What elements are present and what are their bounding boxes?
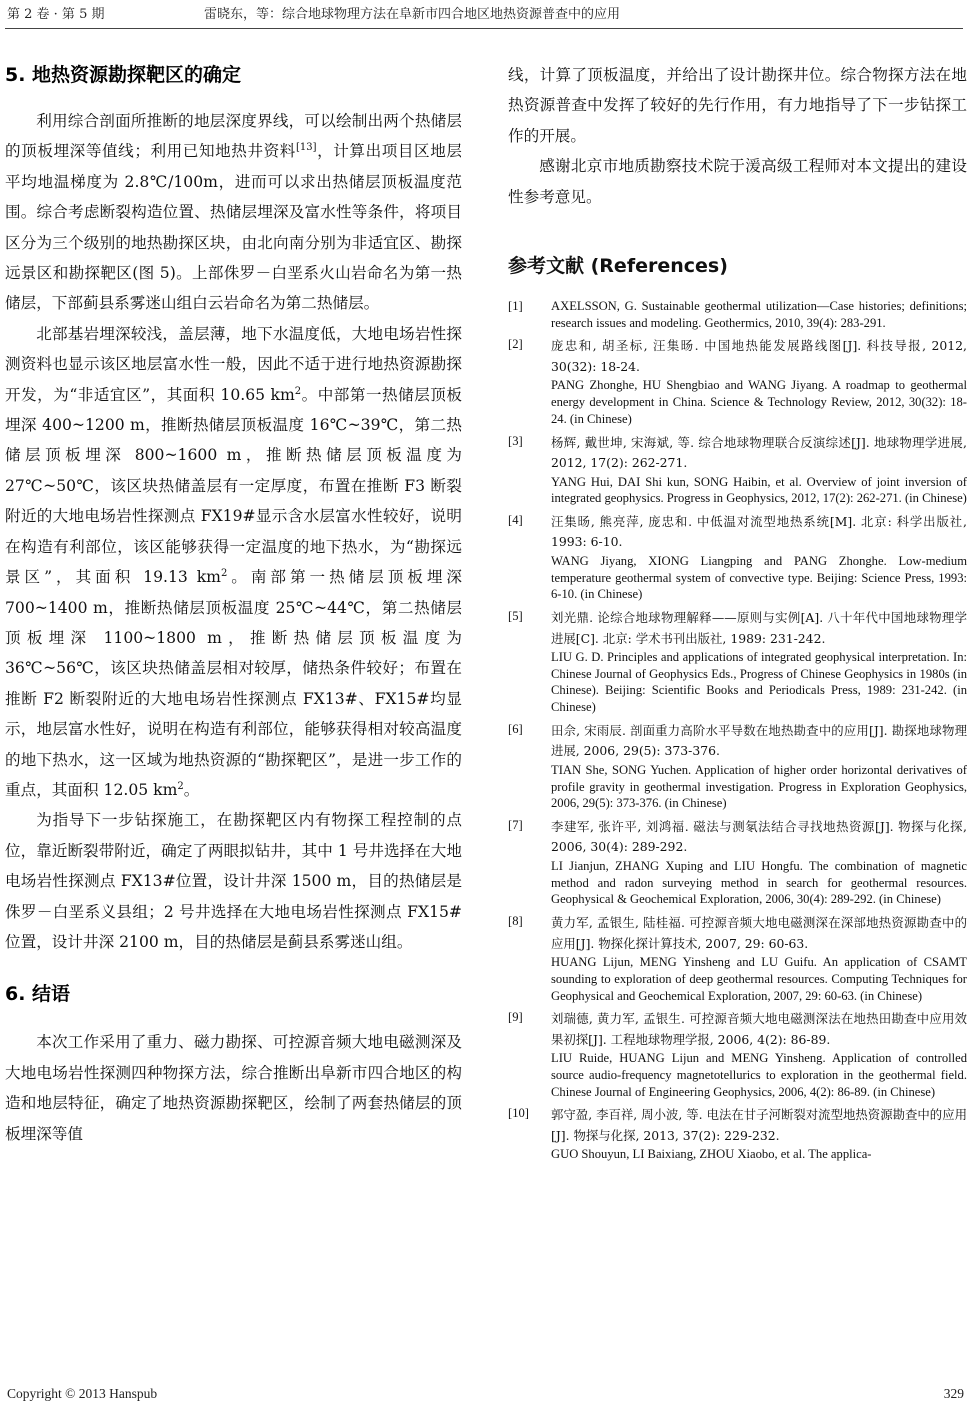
superscript: 2 [177,780,184,792]
journal-issue: 第 2 卷 · 第 5 期 [7,7,105,22]
reference-item [508,608,967,716]
reference-number: [6] [508,721,523,736]
reference-chinese-citation: 刘瑞德, 黄力军, 孟银生. 可控源音频大地电磁测深法在地热田勘查中应用效果初探[J]. 工程地球物理学报, 2006, 4(2): 86-89. [551,1011,967,1047]
reference-chinese-citation: 黄力军, 孟银生, 陆桂福. 可控源音频大地电磁测深在深部地热资源勘查中的应用[J]. 物探化探计算技术, 2007, 29: 60-63. [551,915,967,951]
section-5-paragraph-1 [5,106,462,319]
reference-chinese-citation: 田佘, 宋雨辰. 剖面重力高阶水平导数在地热勘查中的应用[J]. 勘探地球物理进展, 2006, 29(5): 373-376. [551,722,967,759]
article-running-title: 雷晓东，等：综合地球物理方法在阜新市四合地区地热资源普查中的应用 [204,7,621,22]
page-number: 329 [943,1386,964,1401]
section-5-heading: 5. 地热资源勘探靶区的确定 [5,64,242,86]
text-run: ，计算出项目区地层平均地温梯度为 2.8℃/100m，进而可以求出热储层顶板温度范围。综合考虑断裂构造位置、热储层埋深及富水性等条件，将项目区分为三个级别的地热勘探区块，由北向南分别为非适宜区、勘探远景区和勘探靶区(图 5)。上部侏罗－白垩系火山岩命名为第一热储层，下部蓟县系雾迷山组白云岩命名为第二热储层。 [5,142,462,313]
text-run: 。 [183,780,200,799]
header-divider [5,28,963,29]
page-footer [7,1384,964,1406]
reference-item [508,721,967,812]
reference-english-citation: TIAN She, SONG Yuchen. Application of higher order horizontal derivatives of profile gravity in geothermal investigation. Progress in Exploration Geophysics, 2006, 29(5): 373-376. (in Chinese) [551,762,967,811]
reference-chinese-citation: 刘光鼎. 论综合地球物理解释——原则与实例[A]. 八十年代中国地球物理学进展[C]. 北京: 学术书刊出版社, 1989: 231-242. [551,610,967,646]
text-run: 利用综合剖面所推断的地层深度界线，可以绘制出两个热储层的顶板埋深等值线；利用已知地热井资料 [5,112,462,161]
reference-item [508,512,967,603]
acknowledgement: 感谢北京市地质勘察技术院于湲高级工程师对本文提出的建设性参考意见。 [508,157,967,206]
reference-item [508,433,967,507]
reference-number: [10] [508,1106,529,1121]
reference-english-citation: YANG Hui, DAI Shi kun, SONG Haibin, et al. Overview of joint inversion of integrated geophysics. Progress in Geophysics, 2012, 17(2): 262-271. (in Chinese) [551,474,967,506]
text-run: 。中部第一热储层顶板埋深 400~1200 m，推断热储层顶板温度 16℃~39℃，第二热储层顶板埋深 800~1600 m，推断热储层顶板温度为 27℃~50℃，该区块热储盖层有一定厚度，布置在推断 F3 断裂附近的大地电场岩性探测点 FX19#显示含水层富水性较好，说明在构造有利部位，该区能够获得一定温度的地下热水，为“勘探远景区”，其面积 19.13 km [5,385,462,587]
text-run: 。南部第一热储层顶板埋深 700~1400 m，推断热储层顶板温度 25℃~44℃，第二热储层顶板埋深 1100~1800 m，推断热储层顶板温度为 36℃~56℃，该区块热储盖层相对较厚，储热条件较好；布置在推断 F2 断裂附近的大地电场岩性探测点 FX13#、FX15#均显示，地层富水性好，说明在构造有利部位，能够获得相对较高温度的地下热水，这一区域为地热资源的“勘探靶区”，是进一步工作的重点，其面积 12.05 km [5,568,462,799]
reference-number: [2] [508,337,523,352]
reference-list [508,298,967,1163]
reference-english-citation: AXELSSON, G. Sustainable geothermal utilization—Case histories; definitions; research issues and modeling. Geothermics, 2010, 39(4): 283-291. [551,299,967,330]
left-column [5,60,462,1149]
reference-english-citation: HUANG Lijun, MENG Yinsheng and LU Guifu. An application of CSAMT sounding to exploration of deep geothermal resources. Computing Techniques for Geophysical and Geochemical Exploration, 2007, 29: 60-63. (in Chinese) [551,955,967,1003]
section-6-paragraph-1: 本次工作采用了重力、磁力勘探、可控源音频大地电磁测深及大地电场岩性探测四种物探方法，综合推断出阜新市四合地区的构造和地层特征，确定了地热资源勘探靶区，绘制了两套热储层的顶板埋深等值 [5,1033,462,1143]
reference-english-citation: LIU Ruide, HUANG Lijun and MENG Yinsheng. Application of controlled source audio-frequency magnetotellurics to exploration in the geothermal field. Chinese Journal of Engineering Geophysics, 2006, 4(2): 86-89. (in Chinese) [551,1051,967,1099]
running-header [7,5,962,29]
reference-item [508,336,967,427]
reference-item [508,1009,967,1100]
reference-english-citation: PANG Zhonghe, HU Shengbiao and WANG Jiyang. A roadmap to geothermal energy development in China. Science & Technology Review, 2012, 30(32): 18-24. (in Chinese) [551,378,967,426]
reference-item [508,1105,967,1163]
reference-chinese-citation: 郭守盈, 李百祥, 周小波, 等. 电法在甘子河断裂对流型地热资源勘查中的应用[J]. 物探与化探, 2013, 37(2): 229-232. [551,1107,967,1143]
reference-english-citation: WANG Jiyang, XIONG Liangping and PANG Zhonghe. Low-medium temperature geothermal system of convective type. Beijing: Science Press, 1993: 6-10. (in Chinese) [551,553,967,602]
references-heading: 参考文献 (References) [508,255,728,278]
reference-number: [8] [508,914,523,929]
reference-number: [1] [508,299,523,314]
reference-number: [4] [508,512,523,527]
reference-item [508,913,967,1004]
reference-chinese-citation: 汪集旸, 熊亮萍, 庞忠和. 中低温对流型地热系统[M]. 北京: 科学出版社, 1993: 6-10. [551,513,967,550]
copyright-notice: Copyright © 2013 Hanspub [7,1386,158,1401]
section-6-heading: 6. 结语 [5,983,71,1006]
reference-english-citation: GUO Shouyun, LI Baixiang, ZHOU Xiaobo, et al. The applica- [551,1147,872,1162]
reference-chinese-citation: 杨辉, 戴世坤, 宋海斌, 等. 综合地球物理联合反演综述[J]. 地球物理学进展, 2012, 17(2): 262-271. [551,434,967,471]
reference-number: [3] [508,433,523,448]
superscript: 2 [294,385,302,397]
reference-english-citation: LI Jianjun, ZHANG Xuping and LIU Hongfu. The combination of magnetic method and radon surveying method in search for geothermal resources. Geophysical & Geochemical Exploration, 2006, 30(4): 289-292. (in Chinese) [551,858,967,907]
reference-english-citation: LIU G. D. Principles and applications of integrated geophysical interpretation. In: Chinese Journal of Geophysics Eds., Progress of Chinese Geophysics in 1980s (in Chinese). Beijing: Scientific Books and Periodicals Press, 1989: 231-242. (in Chinese) [551,650,967,715]
section-5-paragraph-3: 为指导下一步钻探施工，在勘探靶区内有物探工程控制的点位，靠近断裂带附近，确定了两眼拟钻井，其中 1 号井选择在大地电场岩性探测点 FX13#位置，设计井深 1500 m，目的热储层是侏罗－白垩系义县组；2 号井选择在大地电场岩性探测点 FX15#位置，设计井深 2100 m，目的热储层是蓟县系雾迷山组。 [5,811,462,951]
reference-item [508,298,967,331]
reference-number: [5] [508,609,523,624]
right-column [508,60,967,1168]
reference-number: [7] [508,817,523,832]
text-run: 北部基岩埋深较浅，盖层薄，地下水温度低，大地电场岩性探测资料也显示该区地层富水性一般，因此不适于进行地热资源勘探开发，为“非适宜区”，其面积 10.65 km [5,324,462,404]
superscript: 2 [220,567,228,579]
section-6-paragraph-1-continued: 线，计算了顶板温度，并给出了设计勘探井位。综合物探方法在地热资源普查中发挥了较好的先行作用，有力地指导了下一步钻探工作的开展。 [508,66,967,145]
reference-chinese-citation: 李建军, 张许平, 刘鸿福. 磁法与测氡法结合寻找地热资源[J]. 物探与化探, 2006, 30(4): 289-292. [551,818,967,855]
section-5-paragraph-2 [5,319,462,806]
reference-item [508,817,967,908]
reference-number: [9] [508,1010,523,1025]
citation-13[interactable]: [13] [295,142,317,154]
reference-chinese-citation: 庞忠和, 胡圣标, 汪集旸. 中国地热能发展路线图[J]. 科技导报, 2012, 30(32): 18-24. [551,338,967,374]
